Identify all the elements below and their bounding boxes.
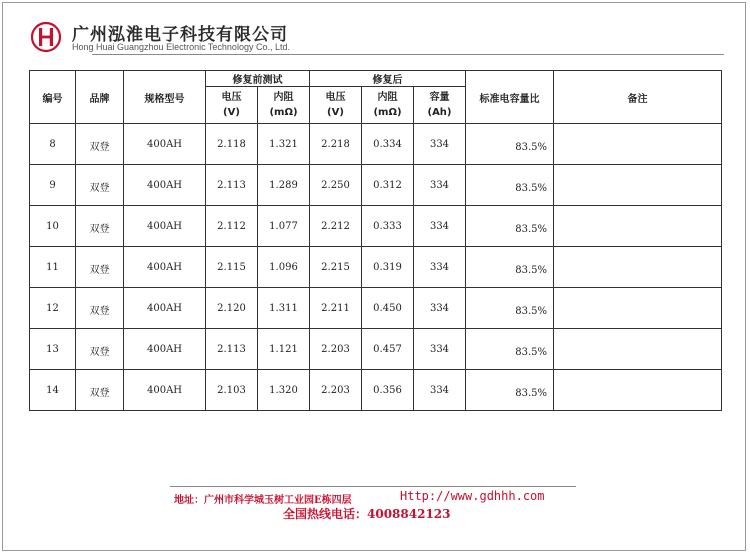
cell-after-voltage: 2.218 bbox=[310, 124, 362, 165]
cell-model: 400AH bbox=[124, 206, 206, 247]
cell-capacity: 334 bbox=[414, 124, 466, 165]
cell-before-voltage: 2.120 bbox=[206, 288, 258, 329]
cell-number: 8 bbox=[30, 124, 76, 165]
cell-number: 14 bbox=[30, 370, 76, 411]
cell-after-voltage: 2.250 bbox=[310, 165, 362, 206]
table-row bbox=[30, 206, 722, 247]
table-row bbox=[30, 165, 722, 206]
header-after-voltage: 电压 (V) bbox=[310, 87, 362, 124]
table-row bbox=[30, 329, 722, 370]
cell-number: 10 bbox=[30, 206, 76, 247]
cell-brand: 双登 bbox=[76, 288, 124, 329]
cell-remarks bbox=[554, 206, 722, 247]
cell-brand: 双登 bbox=[76, 329, 124, 370]
cell-after-resistance: 0.333 bbox=[362, 206, 414, 247]
cell-after-resistance: 0.334 bbox=[362, 124, 414, 165]
cell-before-voltage: 2.115 bbox=[206, 247, 258, 288]
cell-before-resistance: 1.077 bbox=[258, 206, 310, 247]
cell-remarks bbox=[554, 247, 722, 288]
cell-brand: 双登 bbox=[76, 124, 124, 165]
cell-before-voltage: 2.112 bbox=[206, 206, 258, 247]
cell-capacity: 334 bbox=[414, 288, 466, 329]
footer-website: Http://www.gdhhh.com bbox=[400, 489, 545, 503]
cell-before-resistance: 1.321 bbox=[258, 124, 310, 165]
cell-remarks bbox=[554, 370, 722, 411]
cell-ratio: 83.5% bbox=[466, 288, 554, 329]
cell-brand: 双登 bbox=[76, 165, 124, 206]
header-brand: 品牌 bbox=[76, 71, 124, 124]
footer-hotline: 全国热线电话：4008842123 bbox=[283, 507, 451, 521]
footer-address: 地址：广州市科学城玉树工业园E栋四层 bbox=[174, 495, 352, 506]
header-after-resistance: 内阻 (mΩ) bbox=[362, 87, 414, 124]
cell-ratio: 83.5% bbox=[466, 370, 554, 411]
header-model: 规格型号 bbox=[124, 71, 206, 124]
header-remarks: 备注 bbox=[554, 71, 722, 124]
cell-capacity: 334 bbox=[414, 370, 466, 411]
cell-before-voltage: 2.118 bbox=[206, 124, 258, 165]
cell-before-resistance: 1.311 bbox=[258, 288, 310, 329]
cell-after-resistance: 0.312 bbox=[362, 165, 414, 206]
cell-ratio: 83.5% bbox=[466, 165, 554, 206]
cell-capacity: 334 bbox=[414, 206, 466, 247]
header-capacity: 容量 (Ah) bbox=[414, 87, 466, 124]
cell-ratio: 83.5% bbox=[466, 124, 554, 165]
cell-after-resistance: 0.319 bbox=[362, 247, 414, 288]
cell-before-voltage: 2.113 bbox=[206, 329, 258, 370]
company-name-en: Hong Huai Guangzhou Electronic Technology Co., Ltd. bbox=[72, 42, 290, 52]
cell-before-resistance: 1.096 bbox=[258, 247, 310, 288]
cell-after-voltage: 2.203 bbox=[310, 329, 362, 370]
cell-remarks bbox=[554, 124, 722, 165]
cell-model: 400AH bbox=[124, 288, 206, 329]
cell-before-resistance: 1.320 bbox=[258, 370, 310, 411]
cell-number: 12 bbox=[30, 288, 76, 329]
cell-ratio: 83.5% bbox=[466, 206, 554, 247]
cell-brand: 双登 bbox=[76, 206, 124, 247]
table-row bbox=[30, 370, 722, 411]
cell-model: 400AH bbox=[124, 370, 206, 411]
cell-after-voltage: 2.212 bbox=[310, 206, 362, 247]
cell-after-resistance: 0.356 bbox=[362, 370, 414, 411]
cell-before-voltage: 2.103 bbox=[206, 370, 258, 411]
cell-after-voltage: 2.215 bbox=[310, 247, 362, 288]
cell-capacity: 334 bbox=[414, 329, 466, 370]
cell-after-voltage: 2.211 bbox=[310, 288, 362, 329]
cell-capacity: 334 bbox=[414, 165, 466, 206]
cell-ratio: 83.5% bbox=[466, 247, 554, 288]
header-before-voltage: 电压 (V) bbox=[206, 87, 258, 124]
repair-test-table bbox=[29, 70, 722, 411]
header-after-group: 修复后 bbox=[310, 71, 466, 87]
company-logo-icon bbox=[30, 21, 62, 53]
cell-model: 400AH bbox=[124, 124, 206, 165]
header-row-1 bbox=[30, 71, 722, 87]
cell-remarks bbox=[554, 288, 722, 329]
cell-number: 9 bbox=[30, 165, 76, 206]
cell-brand: 双登 bbox=[76, 247, 124, 288]
header-number: 编号 bbox=[30, 71, 76, 124]
cell-after-voltage: 2.203 bbox=[310, 370, 362, 411]
cell-number: 13 bbox=[30, 329, 76, 370]
cell-ratio: 83.5% bbox=[466, 329, 554, 370]
cell-model: 400AH bbox=[124, 329, 206, 370]
table-row bbox=[30, 288, 722, 329]
table-row bbox=[30, 124, 722, 165]
cell-brand: 双登 bbox=[76, 370, 124, 411]
cell-remarks bbox=[554, 165, 722, 206]
header-divider bbox=[92, 54, 724, 55]
table-row bbox=[30, 247, 722, 288]
cell-after-resistance: 0.457 bbox=[362, 329, 414, 370]
footer-divider bbox=[170, 486, 576, 487]
company-name-cn: 广州泓淮电子科技有限公司 bbox=[72, 25, 288, 45]
cell-after-resistance: 0.450 bbox=[362, 288, 414, 329]
cell-number: 11 bbox=[30, 247, 76, 288]
cell-before-voltage: 2.113 bbox=[206, 165, 258, 206]
cell-before-resistance: 1.121 bbox=[258, 329, 310, 370]
cell-remarks bbox=[554, 329, 722, 370]
header-before-group: 修复前测试 bbox=[206, 71, 310, 87]
header-before-resistance: 内阻 (mΩ) bbox=[258, 87, 310, 124]
cell-model: 400AH bbox=[124, 247, 206, 288]
header-ratio: 标准电容量比 bbox=[466, 71, 554, 124]
cell-before-resistance: 1.289 bbox=[258, 165, 310, 206]
cell-model: 400AH bbox=[124, 165, 206, 206]
cell-capacity: 334 bbox=[414, 247, 466, 288]
